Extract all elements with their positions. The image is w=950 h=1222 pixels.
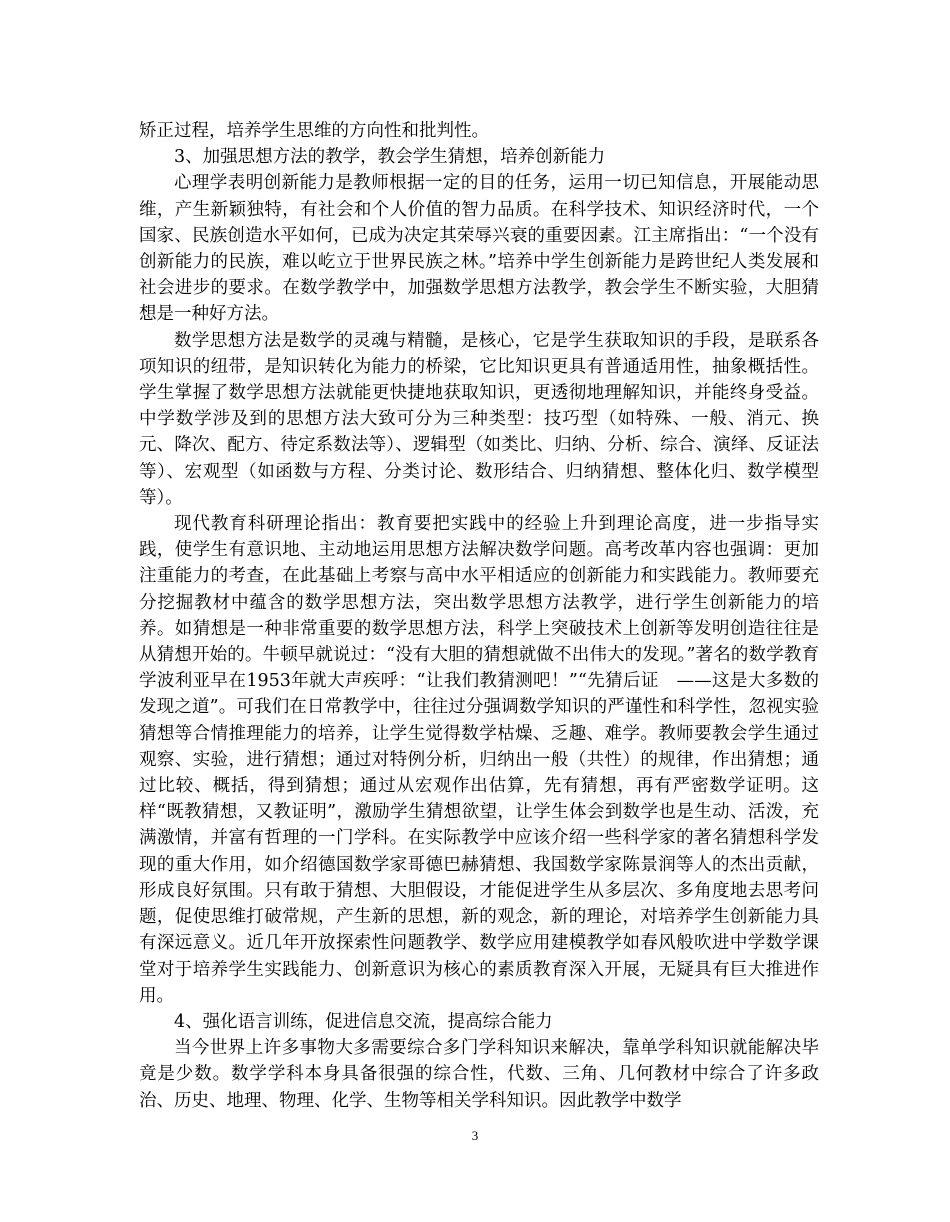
paragraph-integration: 当今世界上许多事物大多需要综合多门学科知识来解决，靠单学科知识就能解决毕竟是少数。数学学科本身具备很强的综合性，代数、三角、几何教材中综合了许多政治、历史、地理、物理、化学、生物等相关学科知识。因此教学中数学 bbox=[139, 1038, 819, 1111]
body-text bbox=[139, 118, 819, 1114]
paragraph-thinking-methods: 数学思想方法是数学的灵魂与精髓，是核心，它是学生获取知识的手段，是联系各项知识的纽带，是知识转化为能力的桥梁，它比知识更具有普通适用性，抽象概括性。学生掌握了数学思想方法就能更快捷地获取知识，更透彻地理解知识，并能终身受益。中学数学涉及到的思想方法大致可分为三种类型：技巧型（如特殊、一般、消元、换元、降次、配方、待定系数法等）、逻辑型（如类比、归纳、分析、综合、演绎、反证法等）、宏观型（如函数与方程、分类讨论、数形结合、归纳猜想、整体化归、数学模型等）。 bbox=[139, 330, 819, 508]
section-heading-3: 3、加强思想方法的教学，教会学生猜想，培养创新能力 bbox=[174, 147, 606, 168]
page-number: 3 bbox=[471, 1128, 479, 1143]
section-heading-4: 4、强化语言训练，促进信息交流，提高综合能力 bbox=[174, 1011, 553, 1032]
paragraph-creativity: 心理学表明创新能力是教师根据一定的目的任务，运用一切已知信息，开展能动思维，产生新颖独特，有社会和个人价值的智力品质。在科学技术、知识经济时代，一个国家、民族创造水平如何，已成为决定其荣辱兴衰的重要因素。江主席指出：“一个没有创新能力的民族，难以屹立于世界民族之林。”培养中学生创新能力是跨世纪人类发展和社会进步的要求。在数学教学中，加强数学思想方法教学，教会学生不断实验，大胆猜想是一种好方法。 bbox=[139, 173, 819, 325]
paragraph-continuation: 矫正过程，培养学生思维的方向性和批判性。 bbox=[139, 121, 489, 141]
paragraph-guessing: 现代教育科研理论指出：教育要把实践中的经验上升到理论高度，进一步指导实践，使学生有意识地、主动地运用思想方法解决数学问题。高考改革内容也强调：更加注重能力的考查，在此基础上考察与高中水平相适应的创新能力和实践能力。教师要充分挖掘教材中蕴含的数学思想方法，突出数学思想方法教学，进行学生创新能力的培养。如猜想是一种非常重要的数学思想方法，科学上突破技术上创新等发明创造往往是从猜想开始的。牛顿早就说过：“没有大胆的猜想就做不出伟大的发现。”著名的数学教育学波利亚早在1953年就大声疾呼：“让我们教猜测吧！”“先猜后证 ——这是大多数的发现之道”。可我们在日常教学中，往往过分强调数学知识的严谨性和科学性，忽视实验猜想等合情推理能力的培养，让学生觉得数学枯燥、乏趣、难学。教师要教会学生通过观察、实验，进行猜想；通过对特例分析，归纳出一般（共性）的规律，作出猜想；通过比较、概括，得到猜想；通过从宏观作出估算，先有猜想，再有严密数学证明。这样“既教猜想，又教证明”，激励学生猜想欲望，让学生体会到数学也是生动、活泼，充满激情，并富有哲理的一门学科。在实际教学中应该介绍一些科学家的著名猜想科学发现的重大作用，如介绍德国数学家哥德巴赫猜想、我国数学家陈景润等人的杰出贡献，形成良好氛围。只有敢于猜想、大胆假设，才能促进学生从多层次、多角度地去思考问题，促使思维打破常规，产生新的思想，新的观念，新的理论，对培养学生创新能力具有深远意义。近几年开放探索性问题教学、数学应用建模教学如春风般吹进中学数学课堂对于培养学生实践能力、创新意识为核心的素质教育深入开展，无疑具有巨大推进作用。 bbox=[139, 514, 819, 1006]
